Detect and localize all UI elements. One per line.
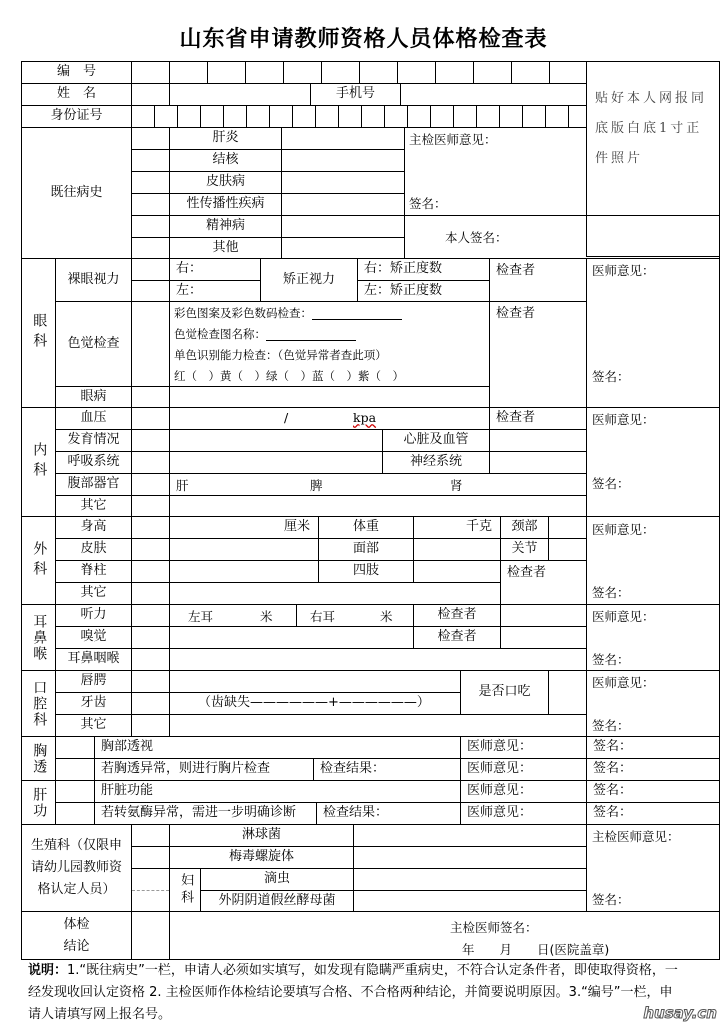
conclusion-field[interactable] (169, 911, 720, 960)
corrected-vision-label: 矫正视力 (260, 258, 358, 302)
hearing-examiner-field[interactable] (500, 604, 587, 627)
oral-other-field[interactable] (169, 714, 587, 737)
trichomonas-field[interactable] (353, 868, 587, 891)
limbs-label: 四肢 (318, 560, 414, 583)
limbs-field[interactable] (413, 560, 501, 583)
eye-section-label: 眼科 (21, 258, 56, 408)
weight-field[interactable]: 千克 (413, 516, 501, 539)
meter-unit: 米 (260, 609, 273, 624)
candida-label: 外阴阴道假丝酵母菌 (200, 890, 354, 912)
teeth-field[interactable]: （齿缺失——————+——————） (169, 692, 461, 715)
id-cell[interactable] (430, 105, 454, 128)
check-cell[interactable] (131, 824, 170, 847)
internal-examiner[interactable]: 检查者 (489, 407, 587, 430)
surgery-other-label: 其它 (55, 582, 132, 605)
check-cell[interactable] (131, 429, 170, 452)
history-item: 其他 (169, 237, 282, 259)
check-cell[interactable] (131, 626, 170, 649)
id-cell[interactable] (338, 105, 362, 128)
history-check[interactable] (131, 127, 170, 150)
liver-func-row2: 若转氨酶异常，需进一步明确诊断 (94, 802, 317, 825)
skin-field[interactable] (169, 538, 319, 561)
phone-label: 手机号 (310, 83, 401, 106)
neck-label: 颈部 (500, 516, 549, 539)
respiratory-label: 呼吸系统 (55, 451, 132, 474)
watermark: husay.cn (643, 1004, 717, 1022)
liver-func-row1: 肝脏功能 (94, 780, 461, 803)
notes-text: 1.“既往病史”一栏，申请人必须如实填写，如发现有隐瞒严重病史，不符合认定条件者，即使取得资格，一经发现收回认定资格 2. 主检医师作体检结论要填写合格、不合格两种结论，并简要说明原因。3.“编号”一栏，申请人请填写网上报名号。 (28, 963, 678, 1022)
liver-opinion-1[interactable]: 医师意见： (460, 780, 587, 803)
surgery-other-field[interactable] (169, 582, 501, 605)
id-cell[interactable] (384, 105, 408, 128)
smell-examiner-field[interactable] (500, 626, 587, 649)
check-cell[interactable] (131, 407, 170, 430)
liver-func-section-label: 肝功 (21, 780, 56, 825)
respiratory-field[interactable] (169, 451, 383, 474)
history-item: 皮肤病 (169, 171, 282, 194)
history-item: 肝炎 (169, 127, 282, 150)
gonorrhea-field[interactable] (353, 824, 587, 847)
check-cell[interactable] (131, 582, 170, 605)
doctor-opinion-label: 医师意见： (592, 263, 655, 278)
id-cell[interactable] (223, 105, 247, 128)
doctor-opinion-label: 医师意见： (592, 675, 655, 690)
heart-label: 心脏及血管 (382, 429, 490, 452)
name-field[interactable] (169, 83, 311, 106)
check-cell[interactable] (131, 670, 170, 693)
sign-label: 签名： (592, 718, 630, 733)
id-cell[interactable] (453, 105, 477, 128)
history-check[interactable] (131, 215, 170, 238)
right-ear-label: 右耳 (310, 609, 336, 624)
number-cell[interactable] (131, 61, 170, 84)
sign-label: 签名： (592, 892, 630, 907)
number-cell[interactable] (359, 61, 398, 84)
history-check[interactable] (131, 171, 170, 194)
weight-label: 体重 (318, 516, 414, 539)
skin-label: 皮肤 (55, 538, 132, 561)
doctor-opinion-label: 医师意见： (592, 609, 655, 624)
height-field[interactable]: 厘米 (169, 516, 319, 539)
id-cell[interactable] (407, 105, 431, 128)
check-cell[interactable] (131, 911, 170, 960)
history-item: 精神病 (169, 215, 282, 238)
notes-prefix: 说明： (28, 963, 68, 978)
syphilis-field[interactable] (353, 846, 587, 869)
number-cell[interactable] (169, 61, 208, 84)
check-cell[interactable] (55, 780, 95, 803)
history-field[interactable] (281, 215, 405, 238)
check-cell[interactable] (131, 386, 170, 408)
check-cell[interactable] (55, 802, 95, 825)
liver-label: 肝 (176, 478, 189, 493)
id-cell[interactable] (499, 105, 523, 128)
id-cell[interactable] (361, 105, 385, 128)
lips-label: 唇腭 (55, 670, 132, 693)
chest-section-label: 胸透 (21, 736, 56, 781)
check-cell[interactable] (131, 714, 170, 737)
internal-section-label: 内科 (21, 407, 56, 517)
number-cell[interactable] (245, 61, 284, 84)
chief-sign-label: 主检医师签名： (450, 920, 538, 935)
id-cell[interactable] (246, 105, 270, 128)
surgery-section-label: 外科 (21, 516, 56, 605)
id-cell[interactable] (545, 105, 569, 128)
candida-field[interactable] (353, 890, 587, 912)
meter-unit: 米 (380, 609, 393, 624)
chest-row1: 胸部透视 (94, 736, 461, 759)
eye-disease-field[interactable] (169, 386, 490, 408)
self-sign-label: 本人签名： (445, 230, 508, 245)
reproductive-section-label: 生殖科（仅限申请幼儿园教师资格认定人员） (21, 824, 132, 912)
heart-field[interactable] (489, 429, 587, 452)
number-cell[interactable] (549, 61, 587, 84)
hearing-label: 听力 (55, 604, 132, 627)
id-cell[interactable] (154, 105, 178, 128)
bp-field[interactable] (169, 407, 490, 430)
id-cell[interactable] (568, 105, 587, 128)
naked-left[interactable]: 左： (169, 280, 261, 302)
id-cell[interactable] (315, 105, 339, 128)
id-cell[interactable] (200, 105, 224, 128)
liver-sign-2[interactable]: 签名： (586, 802, 720, 825)
sign-label: 签名： (592, 585, 630, 600)
joint-field[interactable] (548, 538, 587, 561)
history-item: 性传播性疾病 (169, 193, 282, 216)
trichomonas-label: 滴虫 (200, 868, 354, 891)
nervous-label: 神经系统 (382, 451, 490, 474)
development-label: 发育情况 (55, 429, 132, 452)
sign-label: 签名： (592, 369, 630, 384)
doctor-opinion-label: 医师意见： (592, 522, 655, 537)
check-cell[interactable] (131, 604, 170, 627)
chest-sign-1[interactable]: 签名： (586, 736, 720, 759)
surgery-examiner[interactable]: 检查者 (500, 560, 587, 605)
id-cell[interactable] (292, 105, 316, 128)
number-cell[interactable] (321, 61, 360, 84)
history-check[interactable] (131, 149, 170, 172)
history-check[interactable] (131, 193, 170, 216)
chief-opinion-label: 主检医师意见： (592, 829, 680, 844)
id-cell[interactable] (476, 105, 500, 128)
phone-field[interactable] (400, 83, 587, 106)
notes (28, 960, 678, 1026)
examiner-label: 检查者 (413, 604, 501, 627)
stutter-field[interactable] (548, 670, 587, 715)
check-cell[interactable] (131, 846, 170, 869)
check-cell[interactable] (131, 692, 170, 715)
naked-right[interactable]: 右： (169, 258, 261, 281)
height-label: 身高 (55, 516, 132, 539)
left-ear-label: 左耳 (188, 609, 214, 624)
face-label: 面部 (318, 538, 414, 561)
neck-field[interactable] (548, 516, 587, 539)
check-cell[interactable] (131, 516, 170, 539)
abdominal-field[interactable] (169, 473, 587, 496)
number-cell[interactable] (207, 61, 246, 84)
check-cell[interactable] (131, 473, 170, 496)
color-line-3: 单色识别能力检查：（色觉异常者查此项） (174, 348, 387, 362)
check-cell[interactable] (131, 280, 170, 302)
nervous-field[interactable] (489, 451, 587, 474)
liver-sign-1[interactable]: 签名： (586, 780, 720, 803)
smell-label: 嗅觉 (55, 626, 132, 649)
chest-result[interactable]: 检查结果： (313, 758, 461, 781)
gonorrhea-label: 淋球菌 (169, 824, 354, 847)
oral-section-label: 口腔科 (21, 670, 56, 737)
number-cell[interactable] (283, 61, 322, 84)
sign-label: 签名： (592, 652, 630, 667)
kidney-label: 肾 (450, 478, 463, 493)
liver-opinion-2[interactable]: 医师意见： (460, 802, 587, 825)
joint-label: 关节 (500, 538, 549, 561)
chest-opinion-2[interactable]: 医师意见： (460, 758, 587, 781)
check-cell[interactable] (131, 495, 170, 517)
ent-throat-field[interactable] (169, 648, 587, 671)
color-line-2: 色觉检查图名称： (174, 326, 356, 342)
id-cell[interactable] (269, 105, 293, 128)
bp-slash: / (284, 410, 289, 425)
bp-label: 血压 (55, 407, 132, 430)
number-cell[interactable] (397, 61, 436, 84)
number-label: 编 号 (21, 61, 132, 84)
name-cell[interactable] (131, 83, 170, 106)
page-title: 山东省申请教师资格人员体格检查表 (179, 26, 548, 52)
history-item: 结核 (169, 149, 282, 172)
stutter-label: 是否口吃 (460, 670, 549, 715)
eye-examiner[interactable]: 检查者 (489, 258, 587, 302)
bp-unit: kpa (353, 410, 377, 425)
sign-label: 签名： (592, 476, 630, 491)
internal-other-label: 其它 (55, 495, 132, 517)
check-cell[interactable] (131, 648, 170, 671)
color-vision-label: 色觉检查 (55, 301, 132, 387)
left-corrected[interactable]: 左：矫正度数 (357, 280, 490, 302)
syphilis-label: 梅毒螺旋体 (169, 846, 354, 869)
lips-field[interactable] (169, 670, 461, 693)
id-cell[interactable] (522, 105, 546, 128)
face-field[interactable] (413, 538, 501, 561)
check-cell[interactable] (55, 758, 95, 781)
color-line-1: 彩色图案及彩色数码检查： (174, 305, 402, 321)
color-examiner[interactable]: 检查者 (489, 301, 587, 408)
color-line-4: 红（ ）黄（ ）绿（ ）蓝（ ）紫（ ） (174, 369, 404, 383)
chief-opinion-label: 主检医师意见： (409, 132, 497, 147)
date-stamp-label: 年 月 日(医院盖章) (462, 942, 610, 957)
check-cell[interactable] (131, 451, 170, 474)
gyn-label: 妇科 (169, 868, 201, 912)
id-label: 身份证号 (21, 105, 132, 128)
examiner-label: 检查者 (413, 626, 501, 649)
spine-label: 脊柱 (55, 560, 132, 583)
number-cell[interactable] (473, 61, 512, 84)
spine-field[interactable] (169, 560, 319, 583)
check-cell[interactable] (131, 538, 170, 561)
right-corrected[interactable]: 右：矫正度数 (357, 258, 490, 281)
liver-result[interactable]: 检查结果： (316, 802, 461, 825)
check-cell[interactable] (131, 301, 170, 387)
history-label: 既往病史 (21, 127, 132, 259)
check-cell[interactable] (131, 258, 170, 281)
chest-sign-2[interactable]: 签名： (586, 758, 720, 781)
history-check[interactable] (131, 237, 170, 259)
abdominal-label: 腹部器官 (55, 473, 132, 496)
eye-disease-label: 眼病 (55, 386, 132, 408)
development-field[interactable] (169, 429, 383, 452)
number-cell[interactable] (511, 61, 550, 84)
id-cell[interactable] (131, 105, 155, 128)
smell-field[interactable] (169, 626, 414, 649)
history-field[interactable] (281, 237, 405, 259)
naked-vision-label: 裸眼视力 (55, 258, 132, 302)
history-field[interactable] (281, 127, 405, 150)
history-field[interactable] (281, 193, 405, 216)
check-cell[interactable] (55, 736, 95, 759)
internal-other-field[interactable] (169, 495, 587, 517)
conclusion-label: 体检结论 (21, 911, 132, 960)
ent-section-label: 耳鼻喉 (21, 604, 56, 671)
teeth-label: 牙齿 (55, 692, 132, 715)
name-label: 姓 名 (21, 83, 132, 106)
spleen-label: 脾 (310, 478, 323, 493)
photo-area[interactable]: 贴好本人网报同底版白底1寸正件照片 (586, 61, 720, 257)
oral-other-label: 其它 (55, 714, 132, 737)
eye-doctor-opinion[interactable] (586, 258, 720, 408)
id-cell[interactable] (177, 105, 201, 128)
doctor-opinion-label: 医师意见： (592, 412, 655, 427)
chest-row2: 若胸透异常，则进行胸片检查 (94, 758, 314, 781)
dashed-divider (132, 890, 169, 891)
check-cell[interactable] (131, 560, 170, 583)
ent-throat-label: 耳鼻咽喉 (55, 648, 132, 671)
chest-opinion-1[interactable]: 医师意见： (460, 736, 587, 759)
number-cell[interactable] (435, 61, 474, 84)
history-field[interactable] (281, 171, 405, 194)
sign-label: 签名： (409, 196, 447, 211)
history-field[interactable] (281, 149, 405, 172)
